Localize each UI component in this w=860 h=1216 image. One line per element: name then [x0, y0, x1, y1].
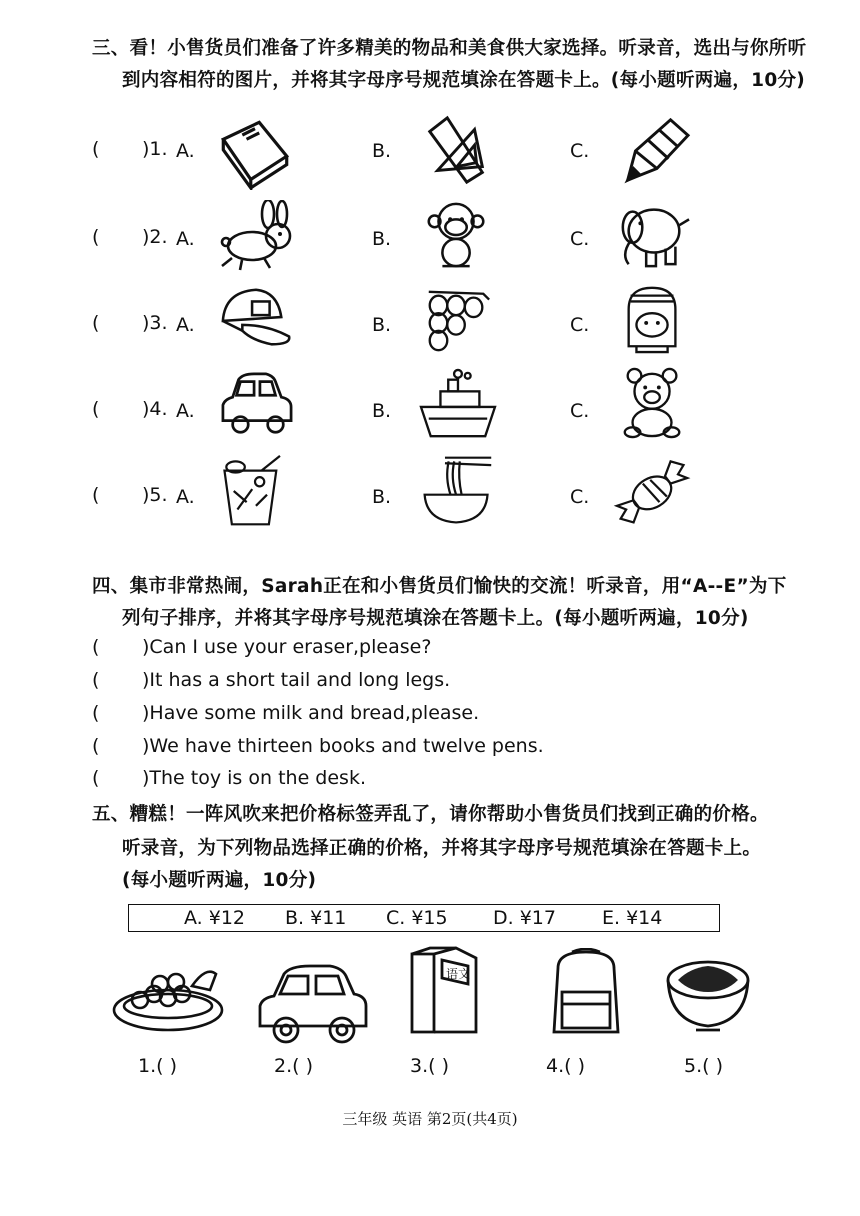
- q3-option-c-label: C.: [570, 314, 590, 336]
- q1-option-a-label: A.: [176, 140, 195, 162]
- s4-sentence-5: )The toy is on the desk.: [142, 767, 366, 789]
- price-c: C. ¥15: [386, 907, 448, 929]
- answer-2[interactable]: 2.( ): [274, 1055, 313, 1077]
- svg-text:语文: 语文: [446, 967, 471, 981]
- books-icon: [394, 944, 512, 1036]
- price-a: A. ¥12: [184, 907, 246, 929]
- q1-option-b-label: B.: [372, 140, 392, 162]
- s4-paren-5: (: [92, 767, 100, 789]
- q2-paren: (: [92, 226, 100, 248]
- schoolbag-big-icon: [528, 948, 646, 1040]
- section3-title: 三、看！小售货员们准备了许多精美的物品和美食供大家选择。听录音，选出与你所听: [92, 38, 807, 59]
- answer-1[interactable]: 1.( ): [138, 1055, 177, 1077]
- section4-subtitle: 列句子排序，并将其字母序号规范填涂在答题卡上。(每小题听两遍，10分): [122, 608, 749, 629]
- rabbit-icon: [212, 200, 298, 274]
- q3-number: )3.: [142, 312, 168, 334]
- s4-paren-2: (: [92, 669, 100, 691]
- ship-icon: [414, 368, 500, 442]
- q5-number: )5.: [142, 484, 168, 506]
- noodles-bowl-icon: [660, 950, 778, 1042]
- pencil-icon: [610, 112, 696, 186]
- monkey-icon: [414, 198, 500, 272]
- q5-option-b-label: B.: [372, 486, 392, 508]
- car-big-icon: [254, 960, 372, 1052]
- section4-title: 四、集市非常热闹，Sarah正在和小售货员们愉快的交流！听录音，用“A--E”为下: [92, 576, 787, 597]
- price-b: B. ¥11: [285, 907, 347, 929]
- s4-paren-4: (: [92, 735, 100, 757]
- candy-icon: [610, 454, 696, 528]
- q3-option-b-label: B.: [372, 314, 392, 336]
- q1-number: )1.: [142, 138, 168, 160]
- q2-option-a-label: A.: [176, 228, 195, 250]
- teddy-bear-icon: [610, 366, 696, 440]
- q5-option-a-label: A.: [176, 486, 195, 508]
- q4-option-a-label: A.: [176, 400, 195, 422]
- q4-option-c-label: C.: [570, 400, 590, 422]
- q5-paren: (: [92, 484, 100, 506]
- q1-option-c-label: C.: [570, 140, 590, 162]
- section3-subtitle: 到内容相符的图片，并将其字母序号规范填涂在答题卡上。(每小题听两遍，10分): [122, 70, 806, 91]
- q2-number: )2.: [142, 226, 168, 248]
- page-footer: 三年级 英语 第2页(共4页): [342, 1110, 518, 1128]
- s4-sentence-2: )It has a short tail and long legs.: [142, 669, 451, 691]
- q1-paren: (: [92, 138, 100, 160]
- s4-paren-1: (: [92, 636, 100, 658]
- q5-option-c-label: C.: [570, 486, 590, 508]
- section5-line2: 听录音，为下列物品选择正确的价格，并将其字母序号规范填涂在答题卡上。: [122, 838, 762, 859]
- s4-sentence-1: )Can I use your eraser,please?: [142, 636, 432, 658]
- grapes-icon: [414, 284, 500, 358]
- price-list-box: [128, 904, 720, 932]
- elephant-icon: [610, 196, 696, 270]
- q4-paren: (: [92, 398, 100, 420]
- answer-5[interactable]: 5.( ): [684, 1055, 723, 1077]
- juice-icon: [212, 454, 298, 528]
- answer-3[interactable]: 3.( ): [410, 1055, 449, 1077]
- q4-option-b-label: B.: [372, 400, 392, 422]
- section5-title: 五、糟糕！一阵风吹来把价格标签弄乱了，请你帮助小售货员们找到正确的价格。: [92, 804, 769, 825]
- price-d: D. ¥17: [493, 907, 556, 929]
- q2-option-b-label: B.: [372, 228, 392, 250]
- s4-paren-3: (: [92, 702, 100, 724]
- ruler-triangle-icon: [414, 112, 500, 186]
- q2-option-c-label: C.: [570, 228, 590, 250]
- noodles-icon: [414, 454, 500, 528]
- price-e: E. ¥14: [602, 907, 663, 929]
- q3-option-a-label: A.: [176, 314, 195, 336]
- answer-4[interactable]: 4.( ): [546, 1055, 585, 1077]
- q3-paren: (: [92, 312, 100, 334]
- section5-line3: (每小题听两遍，10分): [122, 870, 317, 891]
- s4-sentence-4: )We have thirteen books and twelve pens.: [142, 735, 544, 757]
- grapes-plate-icon: [110, 956, 228, 1048]
- cap-icon: [212, 282, 298, 356]
- book-icon: [212, 116, 298, 190]
- q4-number: )4.: [142, 398, 168, 420]
- s4-sentence-3: )Have some milk and bread,please.: [142, 702, 480, 724]
- car-icon: [214, 368, 300, 442]
- schoolbag-icon: [610, 282, 696, 356]
